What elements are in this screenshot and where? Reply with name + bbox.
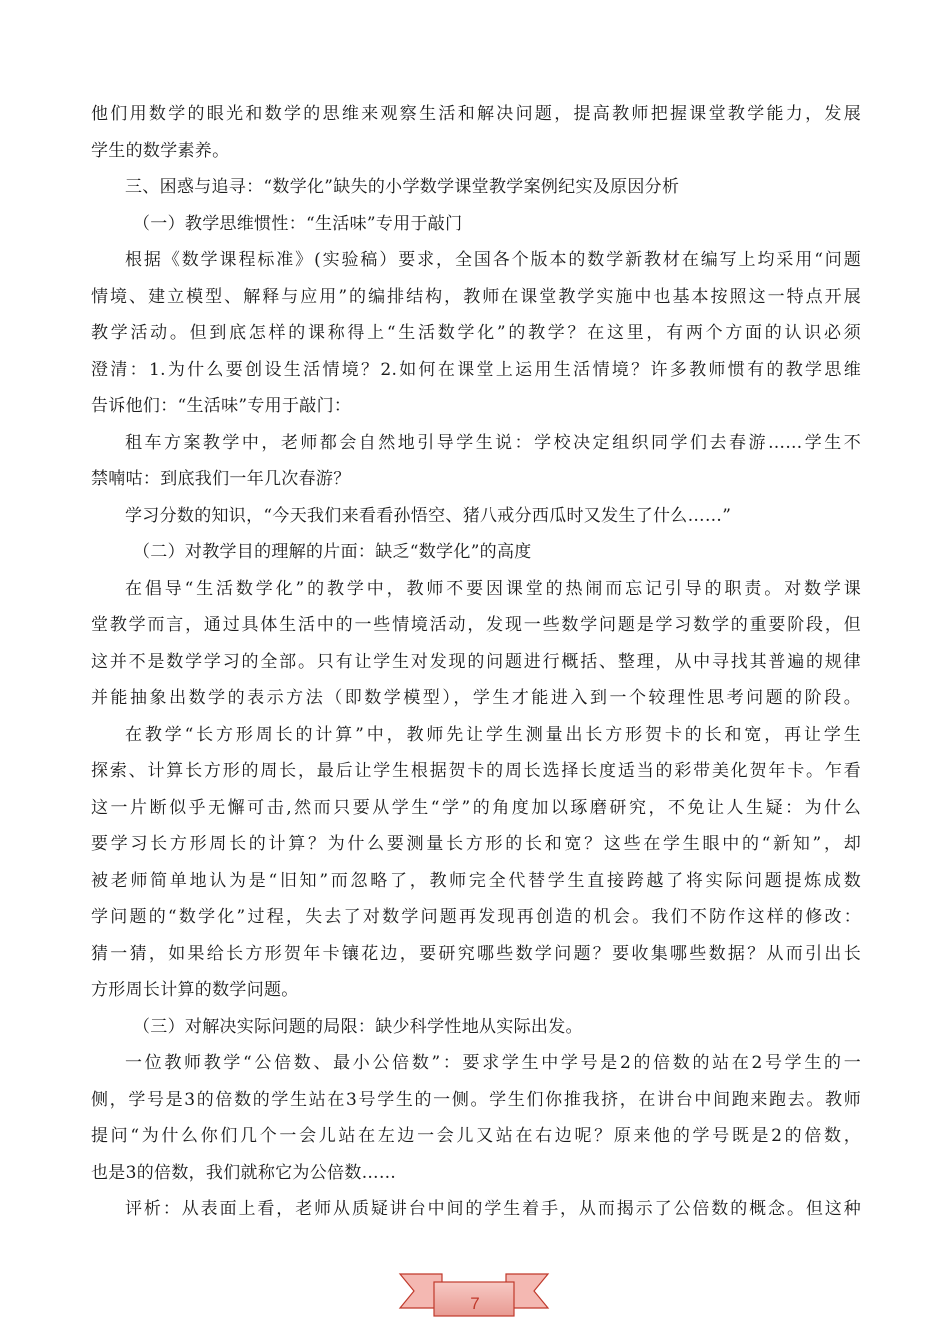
text-line: 并能抽象出数学的表示方法（即数学模型），学生才能进入到一个较理性思考问题的阶段。 <box>91 688 861 708</box>
text-line: 情境、建立模型、解释与应用”的编排结构，教师在课堂教学实施中也基本按照这一特点开展 <box>91 286 861 307</box>
text-line: 学习分数的知识，“今天我们来看看孙悟空、猪八戒分西瓜时又发生了什么……” <box>125 505 732 526</box>
section-heading: 三、困惑与追寻：“数学化”缺失的小学数学课堂教学案例纪实及原因分析 <box>125 177 680 197</box>
document-body <box>91 96 861 1228</box>
text-line: 被老师简单地认为是“旧知”而忽略了，教师完全代替学生直接跨越了将实际问题提炼成数 <box>91 870 861 891</box>
subsection-heading: （一）教学思维惯性：“生活味”专用于敲门 <box>133 213 463 234</box>
text-line: 教学活动。但到底怎样的课称得上“生活数学化”的教学？在这里，有两个方面的认识必须 <box>91 323 861 343</box>
text-line: 要学习长方形周长的计算？为什么要测量长方形的长和宽？这些在学生眼中的“新知”，却 <box>91 834 861 854</box>
text-line: 租车方案教学中，老师都会自然地引导学生说：学校决定组织同学们去春游……学生不 <box>125 432 861 453</box>
text-line: 在倡导“生活数学化”的教学中，教师不要因课堂的热闹而忘记引导的职责。对数学课 <box>125 578 861 599</box>
text-line: 澄清：1.为什么要创设生活情境？2.如何在课堂上运用生活情境？许多教师惯有的教学思维 <box>91 359 861 380</box>
page-number: 7 <box>470 1294 480 1313</box>
text-line: 评析：从表面上看，老师从质疑讲台中间的学生着手，从而揭示了公倍数的概念。但这种 <box>125 1199 861 1219</box>
subsection-heading: （三）对解决实际问题的局限：缺少科学性地从实际出发。 <box>133 1016 583 1037</box>
text-line: 学问题的“数学化”过程，失去了对数学问题再发现再创造的机会。我们不防作这样的修改： <box>91 907 861 927</box>
text-line: 告诉他们：“生活味”专用于敲门： <box>91 396 352 416</box>
text-line: 这并不是数学学习的全部。只有让学生对发现的问题进行概括、整理，从中寻找其普遍的规律 <box>91 651 861 672</box>
text-line: 堂教学而言，通过具体生活中的一些情境活动，发现一些数学问题是学习数学的重要阶段，但 <box>91 615 861 635</box>
text-line: 禁喃咕：到底我们一年几次春游？ <box>91 469 351 489</box>
text-line: 学生的数学素养。 <box>91 140 230 161</box>
text-line: 他们用数学的眼光和数学的思维来观察生活和解决问题，提高教师把握课堂教学能力，发展 <box>91 104 861 124</box>
text-line: 这一片断似乎无懈可击,然而只要从学生“学”的角度加以琢磨研究，不免让人生疑：为什么 <box>91 797 861 818</box>
text-line: 猜一猜，如果给长方形贺年卡镶花边，要研究哪些数学问题？要收集哪些数据？从而引出长 <box>91 943 861 964</box>
text-line: 探索、计算长方形的周长，最后让学生根据贺卡的周长选择长度适当的彩带美化贺年卡。乍看 <box>91 761 861 781</box>
text-line: 提问“为什么你们几个一会儿站在左边一会儿又站在右边呢？原来他的学号既是2的倍数， <box>91 1126 861 1146</box>
text-line: 在教学“长方形周长的计算”中，教师先让学生测量出长方形贺卡的长和宽，再让学生 <box>125 724 861 745</box>
text-line: 侧，学号是3的倍数的学生站在3号学生的一侧。学生们你推我挤，在讲台中间跑来跑去。教师 <box>91 1089 861 1110</box>
text-line: 根据《数学课程标准》(实验稿）要求，全国各个版本的数学新教材在编写上均采用“问题 <box>125 250 861 270</box>
text-line: 一位教师教学“公倍数、最小公倍数”：要求学生中学号是2的倍数的站在2号学生的一 <box>125 1053 861 1073</box>
text-line: 也是3的倍数，我们就称它为公倍数…… <box>91 1162 397 1183</box>
text-line: 方形周长计算的数学问题。 <box>91 980 299 1000</box>
subsection-heading: （二）对教学目的理解的片面：缺乏“数学化”的高度 <box>133 542 532 562</box>
